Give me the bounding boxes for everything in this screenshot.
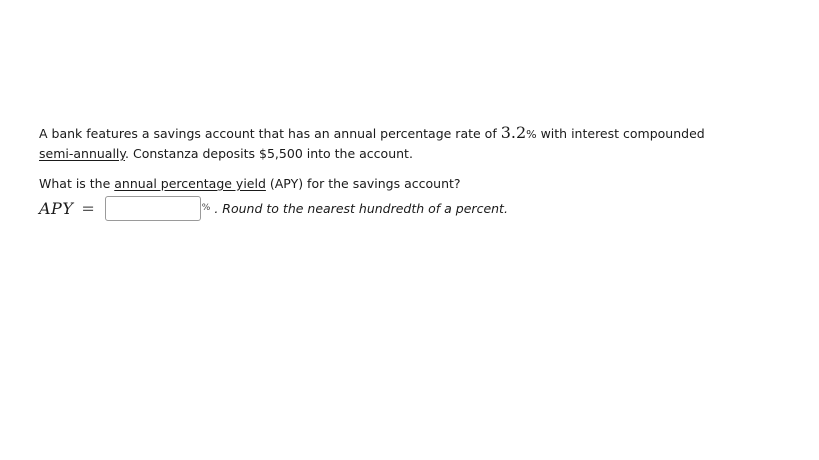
apy-label: APY (39, 198, 74, 218)
rate-value: 3.2 (500, 123, 527, 142)
apy-term-link[interactable]: annual percentage yield (114, 176, 266, 191)
rate-unit: % (526, 128, 537, 141)
question-text (39, 176, 461, 192)
rounding-instruction: . Round to the nearest hundredth of a percent. (214, 200, 508, 216)
problem-text-3: . Constanza deposits $5,500 into the account. (125, 146, 413, 161)
semi-annually-link[interactable]: semi-annually (39, 146, 126, 161)
problem-statement (39, 123, 799, 163)
answer-row (39, 193, 508, 223)
question-text-1: What is the (39, 176, 115, 191)
percent-unit: % (201, 203, 211, 213)
equals-sign: = (81, 198, 95, 218)
problem-text-2: with interest compounded (536, 126, 705, 141)
apy-answer-input[interactable] (105, 196, 201, 221)
question-text-2: (APY) for the savings account? (265, 176, 461, 191)
problem-text-1: A bank features a savings account that has an annual percentage rate of (39, 126, 501, 141)
